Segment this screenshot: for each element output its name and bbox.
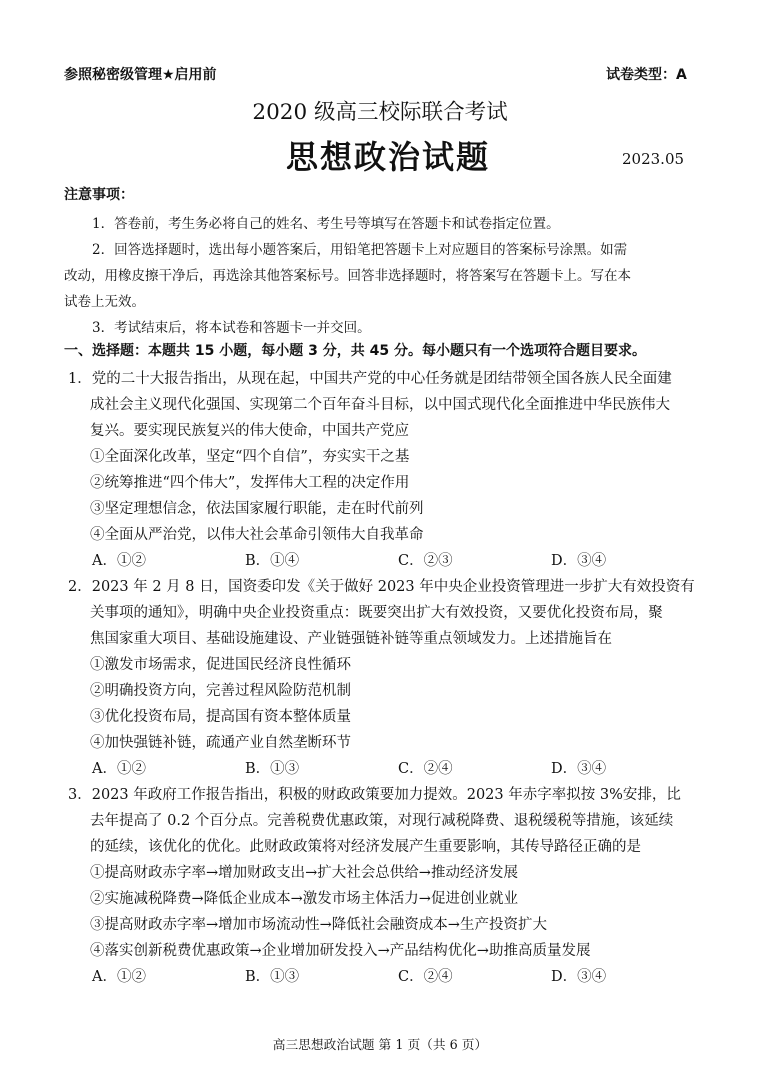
notice-line: 2．回答选择题时，选出每小题答案后，用铅笔把答题卡上对应题目的答案标号涂黑。如需 xyxy=(92,242,628,258)
question-2-stem: 焦国家重大项目、基础设施建设、产业链强链补链等重点领域发力。上述措施旨在 xyxy=(90,631,612,647)
paper-type-label: 试卷类型：A xyxy=(606,67,687,83)
question-3-stem: 3．2023 年政府工作报告指出，积极的财政政策要加力提效。2023 年赤字率拟按 3%安排，比 xyxy=(68,787,681,803)
question-2-item: ①激发市场需求，促进国民经济良性循环 xyxy=(90,657,351,673)
notice-heading: 注意事项： xyxy=(64,187,134,203)
question-1-stem: 1．党的二十大报告指出，从现在起，中国共产党的中心任务就是团结带领全国各族人民全面建 xyxy=(68,371,672,387)
question-2-item: ④加快强链补链，疏通产业自然垄断环节 xyxy=(90,735,351,751)
question-3-item: ④落实创新税费优惠政策→企业增加研发投入→产品结构优化→助推高质量发展 xyxy=(90,943,591,959)
question-3-item: ①提高财政赤字率→增加财政支出→扩大社会总供给→推动经济发展 xyxy=(90,865,518,881)
section-heading: 一、选择题：本题共 15 小题，每小题 3 分，共 45 分。每小题只有一个选项符合题目要求。 xyxy=(64,343,646,359)
page-footer: 高三思想政治试题 第 1 页（共 6 页） xyxy=(272,1037,488,1052)
question-2-item: ②明确投资方向，完善过程风险防范机制 xyxy=(90,683,351,699)
question-2-option-b: B．①③ xyxy=(245,761,300,777)
notice-line: 改动，用橡皮擦干净后，再选涂其他答案标号。回答非选择题时，将答案写在答题卡上。写在本 xyxy=(64,268,631,284)
question-2-option-a: A．①② xyxy=(92,761,146,777)
question-2-option-d: D．③④ xyxy=(551,761,607,777)
notice-line: 1．答卷前，考生务必将自己的姓名、考生号等填写在答题卡和试卷指定位置。 xyxy=(92,216,560,232)
exam-title: 2020 级高三校际联合考试 xyxy=(252,100,508,125)
question-3-option-d: D．③④ xyxy=(551,969,607,985)
classification-label: 参照秘密级管理★启用前 xyxy=(64,67,217,83)
question-2-stem: 关事项的通知》，明确中央企业投资重点：既要突出扩大有效投资，又要优化投资布局，聚 xyxy=(90,605,663,621)
exam-date: 2023.05 xyxy=(622,150,685,168)
question-2-option-c: C．②④ xyxy=(398,761,453,777)
question-3-option-c: C．②④ xyxy=(398,969,453,985)
question-1-item: ③坚定理想信念，依法国家履行职能，走在时代前列 xyxy=(90,501,424,517)
question-2-stem: 2．2023 年 2 月 8 日，国资委印发《关于做好 2023 年中央企业投资管理进一步扩大有效投资有 xyxy=(68,579,695,595)
question-1-stem: 成社会主义现代化强国、实现第二个百年奋斗目标，以中国式现代化全面推进中华民族伟大 xyxy=(90,397,670,413)
question-3-option-a: A．①② xyxy=(92,969,146,985)
question-1-item: ④全面从严治党，以伟大社会革命引领伟大自我革命 xyxy=(90,527,424,543)
question-1-option-d: D．③④ xyxy=(551,553,607,569)
question-3-stem: 的延续，该优化的优化。此财政政策将对经济发展产生重要影响，其传导路径正确的是 xyxy=(90,839,641,855)
question-3-stem: 去年提高了 0.2 个百分点。完善税费优惠政策，对现行减税降费、退税缓税等措施，该延续 xyxy=(90,813,674,829)
subject-title: 思想政治试题 xyxy=(286,138,491,176)
question-2-item: ③优化投资布局，提高国有资本整体质量 xyxy=(90,709,351,725)
question-1-stem: 复兴。要实现民族复兴的伟大使命，中国共产党应 xyxy=(90,423,409,439)
question-1-option-b: B．①④ xyxy=(245,553,300,569)
question-1-item: ②统筹推进“四个伟大”，发挥伟大工程的决定作用 xyxy=(90,475,410,491)
question-3-item: ③提高财政赤字率→增加市场流动性→降低社会融资成本→生产投资扩大 xyxy=(90,917,547,933)
question-3-item: ②实施减税降费→降低企业成本→激发市场主体活力→促进创业就业 xyxy=(90,891,518,907)
question-1-option-a: A．①② xyxy=(92,553,146,569)
question-1-item: ①全面深化改革，坚定“四个自信”，夯实实干之基 xyxy=(90,449,410,465)
notice-line: 试卷上无效。 xyxy=(64,294,145,310)
notice-line: 3．考试结束后，将本试卷和答题卡一并交回。 xyxy=(92,320,371,336)
question-1-option-c: C．②③ xyxy=(398,553,453,569)
question-3-option-b: B．①③ xyxy=(245,969,300,985)
